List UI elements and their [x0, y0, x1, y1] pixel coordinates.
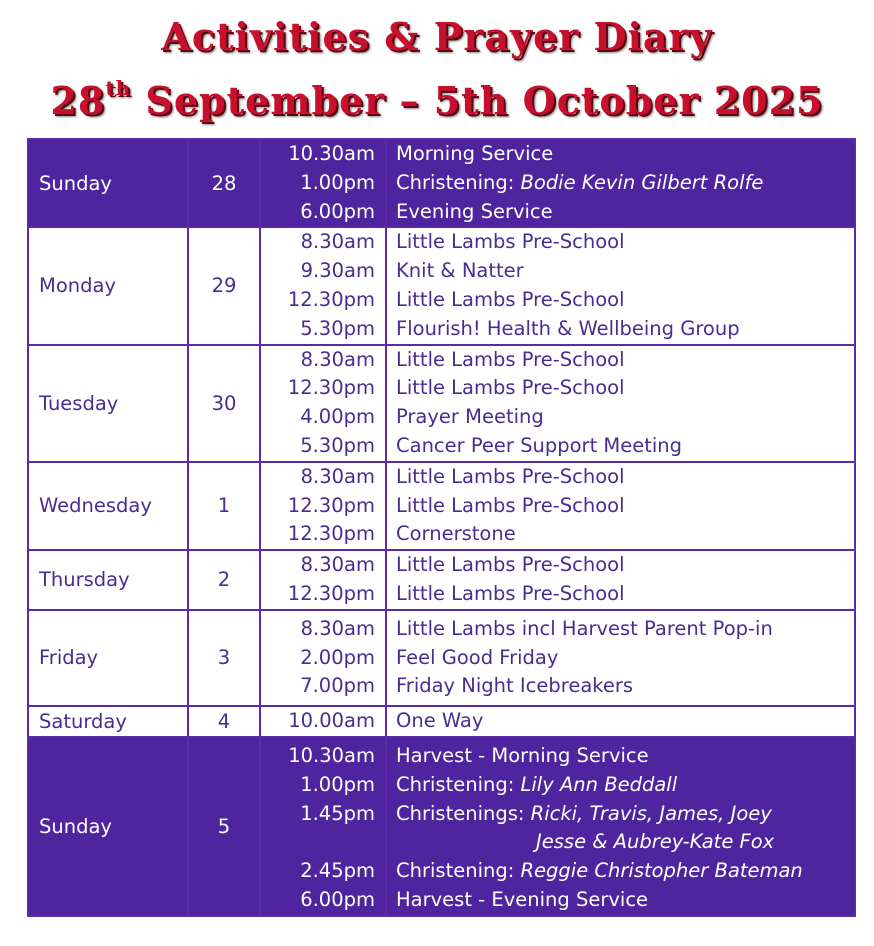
- activity-cell: [386, 550, 855, 610]
- activity-cell: [386, 462, 855, 550]
- time-cell: [260, 550, 386, 610]
- time-cell: [260, 345, 386, 462]
- diary-row-wednesday: [28, 462, 855, 550]
- event-entry: [396, 228, 854, 257]
- event-time: 12.30pm: [287, 522, 375, 546]
- event-entry: [396, 580, 854, 609]
- christening-name: Jesse & Aubrey-Kate Fox: [536, 830, 775, 854]
- event-entry: [396, 374, 854, 403]
- event-time: 1.00pm: [300, 772, 375, 796]
- diary-row-sunday: [28, 737, 855, 916]
- event-time: 10.30am: [288, 743, 375, 767]
- day-cell: Sunday: [28, 737, 188, 916]
- event-entry: [396, 615, 854, 644]
- event-time: 8.30am: [300, 347, 375, 371]
- diary-row-sunday: [28, 139, 855, 227]
- event-entry: [396, 286, 854, 315]
- event-time: 2.00pm: [300, 645, 375, 669]
- event-label: Harvest - Morning Service: [396, 743, 649, 767]
- event-label: Little Lambs Pre-School: [396, 230, 625, 254]
- day-cell: Friday: [28, 610, 188, 706]
- date-cell: 28: [188, 139, 260, 227]
- event-label: Christening:: [396, 170, 521, 194]
- event-time: 12.30pm: [287, 493, 375, 517]
- event-entry: [396, 140, 854, 169]
- christening-name: Lily Ann Beddall: [520, 772, 678, 796]
- event-time: 6.00pm: [300, 199, 375, 223]
- event-time: 6.00pm: [300, 887, 375, 911]
- event-label: Feel Good Friday: [396, 645, 559, 669]
- event-label: Cancer Peer Support Meeting: [396, 433, 683, 457]
- event-entry: [396, 551, 854, 580]
- event-time: 1.00pm: [300, 170, 375, 194]
- event-time: 8.30am: [300, 616, 375, 640]
- date-range-rest: September – 5th October 2025: [131, 78, 824, 123]
- time-cell: [260, 706, 386, 737]
- diary-row-friday: [28, 610, 855, 706]
- event-time: 12.30pm: [287, 376, 375, 400]
- christening-name: Bodie Kevin Gilbert Rolfe: [520, 170, 764, 194]
- time-cell: [260, 737, 386, 916]
- event-label: Morning Service: [396, 142, 554, 165]
- event-time: 2.45pm: [300, 859, 375, 883]
- christening-name: Reggie Christopher Bateman: [520, 859, 803, 883]
- event-time: 12.30pm: [287, 581, 375, 605]
- diary-row-tuesday: [28, 345, 855, 462]
- event-label: Little Lambs Pre-School: [396, 553, 625, 577]
- event-time: 12.30pm: [287, 287, 375, 311]
- event-time: 5.30pm: [300, 433, 375, 457]
- event-entry: [396, 644, 854, 673]
- event-time: 7.00pm: [300, 674, 375, 698]
- day-cell: Monday: [28, 227, 188, 344]
- event-entry: [396, 672, 854, 701]
- event-label: One Way: [396, 709, 484, 733]
- day-cell: Sunday: [28, 139, 188, 227]
- event-label: Little Lambs Pre-School: [396, 464, 625, 488]
- event-label: Little Lambs Pre-School: [396, 347, 625, 371]
- date-start-day: 28: [50, 78, 106, 123]
- christening-name: Ricki, Travis, James, Joey: [530, 801, 772, 825]
- date-cell: 4: [188, 706, 260, 737]
- event-entry: [396, 198, 854, 227]
- event-time: 8.30am: [300, 553, 375, 577]
- event-entry: [396, 771, 854, 800]
- event-entry: [396, 800, 854, 829]
- time-cell: [260, 462, 386, 550]
- event-label: Cornerstone: [396, 522, 516, 546]
- date-cell: 3: [188, 610, 260, 706]
- diary-row-saturday: [28, 706, 855, 737]
- day-cell: Thursday: [28, 550, 188, 610]
- event-entry: [396, 463, 854, 492]
- event-time: 4.00pm: [300, 405, 375, 429]
- event-time: 9.30am: [300, 259, 375, 283]
- event-label: Christening:: [396, 772, 521, 796]
- time-cell: [260, 610, 386, 706]
- event-entry: [396, 492, 854, 521]
- event-label: Prayer Meeting: [396, 405, 544, 429]
- event-entry: [396, 432, 854, 461]
- date-cell: 29: [188, 227, 260, 344]
- event-time: 1.45pm: [300, 801, 375, 825]
- date-cell: 2: [188, 550, 260, 610]
- event-label: Little Lambs Pre-School: [396, 376, 625, 400]
- day-cell: Saturday: [28, 706, 188, 737]
- event-label: Evening Service: [396, 199, 553, 223]
- event-label: Little Lambs Pre-School: [396, 493, 625, 517]
- event-label: Little Lambs Pre-School: [396, 581, 625, 605]
- event-label: Christening:: [396, 859, 521, 883]
- event-time: 10.00am: [288, 709, 375, 733]
- activity-cell: [386, 345, 855, 462]
- event-time: 8.30am: [300, 230, 375, 254]
- event-label: Christenings:: [396, 801, 531, 825]
- event-time: 5.30pm: [300, 316, 375, 340]
- event-entry: [396, 520, 854, 549]
- event-label: Flourish! Health & Wellbeing Group: [396, 316, 740, 340]
- diary-row-thursday: [28, 550, 855, 610]
- diary-table: [27, 138, 856, 917]
- event-time: 10.30am: [288, 142, 375, 165]
- event-label: Knit & Natter: [396, 259, 524, 283]
- event-entry: [396, 707, 854, 736]
- diary-date-range: [0, 78, 874, 123]
- event-entry: [396, 742, 854, 771]
- time-cell: [260, 139, 386, 227]
- event-time: 8.30am: [300, 464, 375, 488]
- event-entry: [396, 857, 854, 886]
- diary-title: Activities & Prayer Diary: [161, 14, 713, 59]
- event-entry: [396, 403, 854, 432]
- activity-cell: [386, 706, 855, 737]
- activity-cell: [386, 737, 855, 916]
- event-time: [261, 828, 375, 857]
- event-entry: [396, 257, 854, 286]
- diary-row-monday: [28, 227, 855, 344]
- event-label: Harvest - Evening Service: [396, 887, 649, 911]
- event-label: Little Lambs incl Harvest Parent Pop-in: [396, 616, 773, 640]
- day-cell: Tuesday: [28, 345, 188, 462]
- date-cell: 5: [188, 737, 260, 916]
- event-label: Friday Night Icebreakers: [396, 674, 634, 698]
- day-cell: Wednesday: [28, 462, 188, 550]
- event-entry: [396, 169, 854, 198]
- event-entry: [396, 828, 854, 857]
- date-ordinal-suffix: th: [105, 76, 132, 100]
- event-entry: [396, 886, 854, 915]
- activity-cell: [386, 227, 855, 344]
- time-cell: [260, 227, 386, 344]
- event-entry: [396, 346, 854, 375]
- event-entry: [396, 315, 854, 344]
- activity-cell: [386, 610, 855, 706]
- event-label: Little Lambs Pre-School: [396, 287, 625, 311]
- activity-cell: [386, 139, 855, 227]
- date-cell: 1: [188, 462, 260, 550]
- date-cell: 30: [188, 345, 260, 462]
